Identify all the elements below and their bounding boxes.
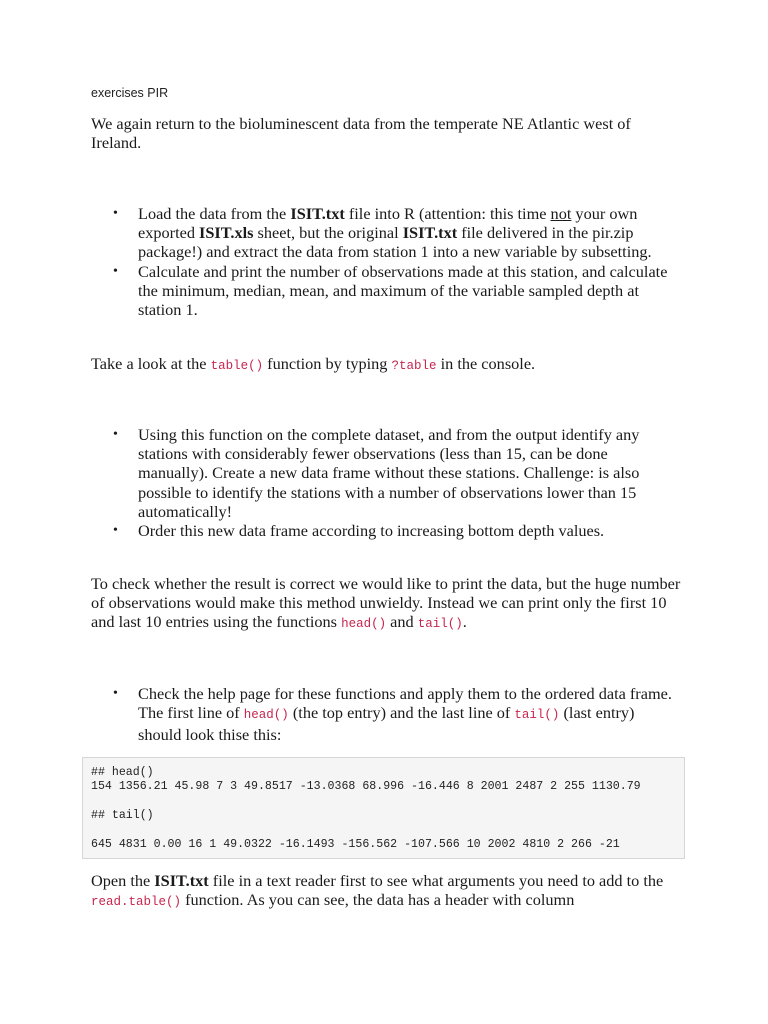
filename: ISIT.xls (199, 223, 254, 243)
task-list-1 (91, 204, 681, 319)
intro-text: We again return to the bioluminescent data from the temperate NE Atlantic west of Ireland. (91, 114, 631, 153)
bullet-icon: • (113, 263, 118, 279)
inline-code: read.table() (91, 895, 182, 910)
open-paragraph: Open the ISIT.txt file in a text reader first to see what arguments you need to add to the read.table() function. As you can see, the data has a header with column (91, 871, 664, 910)
code-line: ## head() (91, 766, 154, 779)
code-line (91, 824, 684, 838)
intro-paragraph (91, 114, 681, 152)
table-paragraph: Take a look at the table() function by typing ?table in the console. (91, 354, 536, 373)
inline-code: tail() (514, 708, 560, 723)
code-line: 154 1356.21 45.98 7 3 49.8517 -13.0368 68.996 -16.446 8 2001 2487 2 255 1130.79 (91, 780, 641, 794)
task-list-3 (91, 684, 681, 745)
filename: ISIT.txt (402, 223, 458, 243)
bullet-icon: • (113, 206, 118, 221)
emphasis: not (550, 204, 572, 223)
list-item: • Calculate and print the number of observations made at this station, and calculate the minimum, median, mean, and maximum of the variable sampled depth at station 1. (113, 261, 668, 320)
code-line: 645 4831 0.00 16 1 49.0322 -16.1493 -156.562 -107.566 10 2002 4810 2 266 -21 (91, 838, 620, 852)
page-header: exercises PIR (91, 86, 169, 100)
list-item: • Load the data from the ISIT.txt file into R (attention: this time not your own exported ISIT.xls sheet, but the original ISIT.txt file delivered in the pir.zip package!) and extract the data from station 1 into a new variable by subsetting. (113, 204, 652, 262)
inline-code: head() (341, 617, 387, 632)
task-list-2 (91, 425, 681, 540)
code-line (91, 795, 684, 809)
inline-code: tail() (417, 617, 463, 632)
inline-code: head() (243, 708, 289, 723)
list-item: • Check the help page for these functions and apply them to the ordered data frame. The first line of head() (the top entry) and the last line of tail() (last entry) should look thise this: (113, 684, 672, 745)
inline-code: table() (210, 359, 264, 373)
check-paragraph: To check whether the result is correct we would like to print the data, but the huge number of observations would make this method unwieldy. Instead we can print only the first 10 and last 10 entries using the functions head() and tail(). (91, 574, 681, 632)
code-line: ## tail() (91, 809, 154, 823)
list-item: • Order this new data frame according to increasing bottom depth values. (113, 521, 605, 541)
list-item: • Using this function on the complete dataset, and from the output identify any stations with considerably fewer observations (less than 15, can be done manually). Create a new data frame without these stations. Challenge: is also possible to identify the stations with a number of observations lower than 15 automatically! (113, 425, 640, 521)
bullet-icon: • (113, 427, 118, 442)
bullet-icon: • (113, 523, 118, 539)
filename: ISIT.txt (290, 204, 345, 223)
inline-code: ?table (391, 359, 437, 373)
code-output-block (82, 757, 685, 859)
filename: ISIT.txt (154, 871, 209, 890)
bullet-icon: • (113, 686, 118, 701)
